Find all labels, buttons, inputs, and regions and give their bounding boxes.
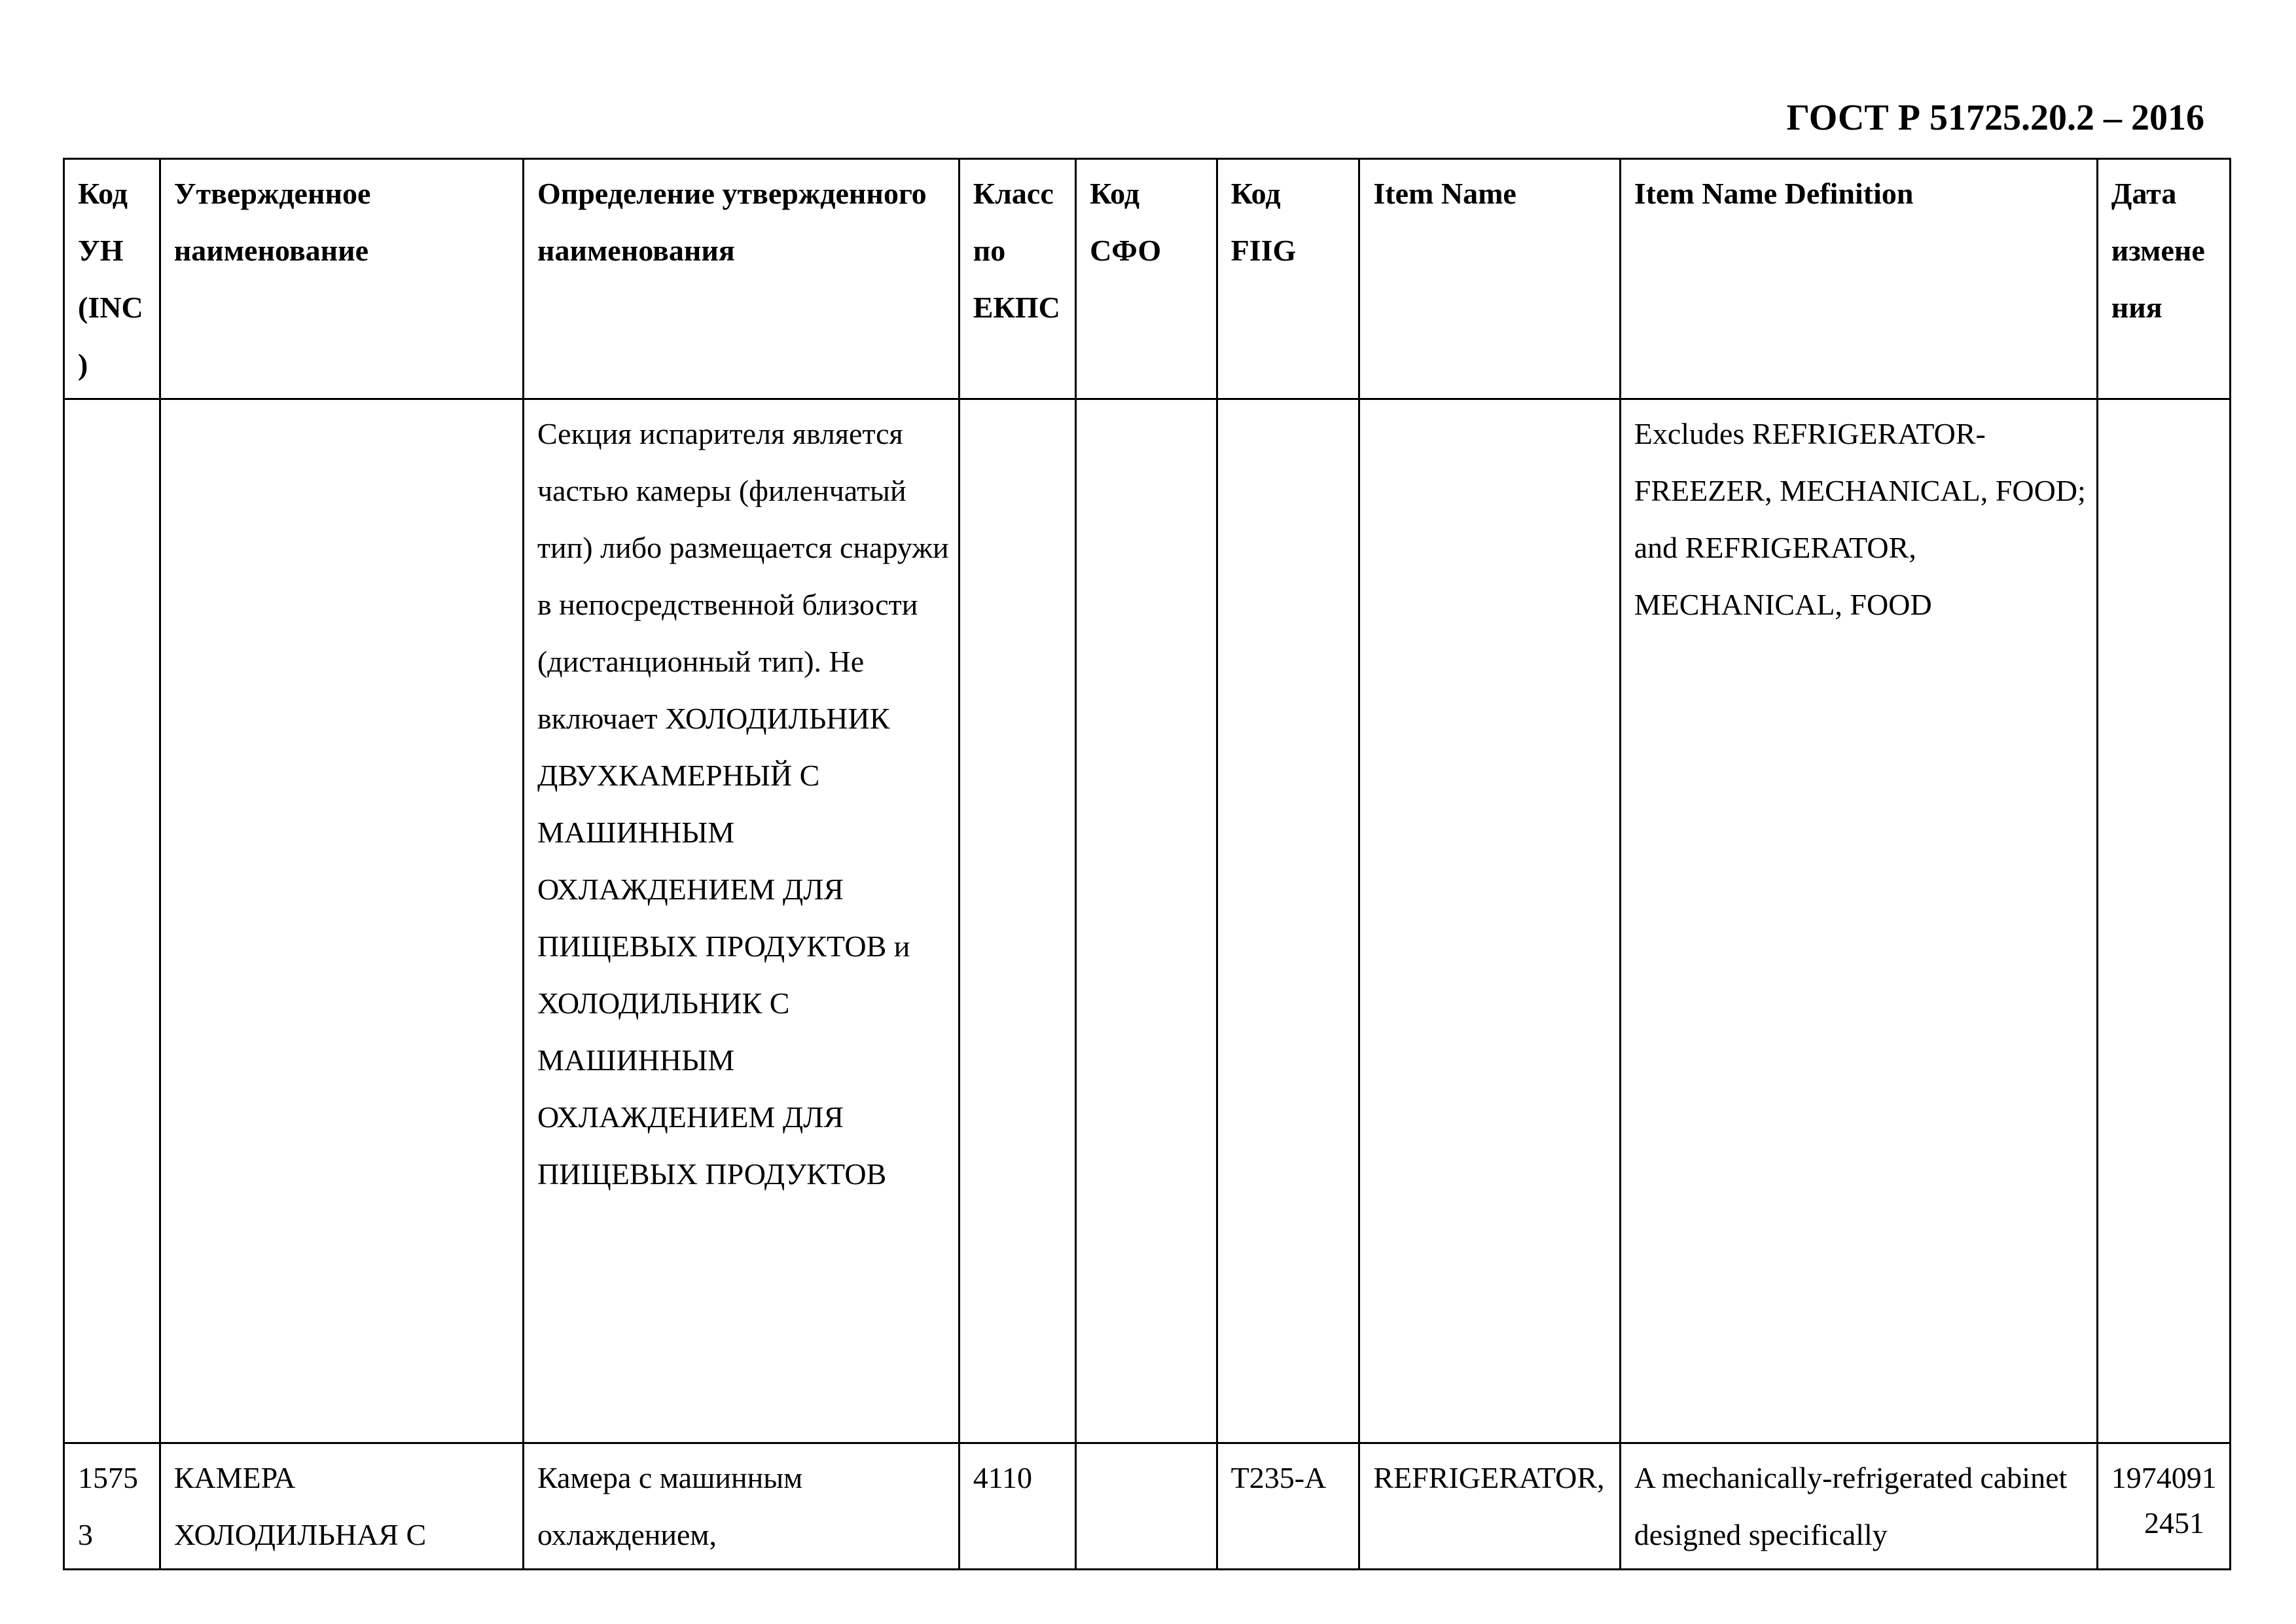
document-standard-header: ГОСТ Р 51725.20.2 – 2016 [1786, 98, 2204, 138]
table-row [64, 1443, 2231, 1570]
cell-item-name: REFRIGERATOR, [1359, 1443, 1620, 1570]
cell-approved-name [160, 399, 523, 1443]
definition-text: Секция испарителя является частью камеры (филенчатый тип) либо размещается снаружи в непосредственной близости (дистанционный тип). Не включает ХОЛОДИЛЬНИК ДВУХКАМЕРНЫЙ С МАШИННЫМ ОХЛАЖДЕНИЕМ ДЛЯ ПИЩЕВЫХ ПРОДУКТОВ и ХОЛОДИЛЬНИК С МАШИННЫМ ОХЛАЖДЕНИЕМ ДЛЯ ПИЩЕВЫХ ПРОДУКТОВ [537, 417, 949, 1191]
page-number: 2451 [2144, 1506, 2204, 1540]
cell-item-name-definition [1620, 399, 2097, 1443]
table-row [64, 399, 2231, 1443]
cell-definition: Камера с машинным охлаждением, [523, 1443, 959, 1570]
cell-fiig [1217, 399, 1359, 1443]
cell-item-name-definition: A mechanically-refrigerated cabinet designed specifically [1620, 1443, 2097, 1570]
table-header-row [64, 159, 2231, 399]
cell-change-date: 1974091 [2097, 1443, 2230, 1570]
column-header-item-name-definition: Item Name Definition [1620, 159, 2097, 399]
column-header-item-name: Item Name [1359, 159, 1620, 399]
cell-inc: 15753 [64, 1443, 160, 1570]
column-header-definition: Определение утвержденного наименования [523, 159, 959, 399]
cell-approved-name: КАМЕРА ХОЛОДИЛЬНАЯ С [160, 1443, 523, 1570]
column-header-approved-name: Утвержденное наименование [160, 159, 523, 399]
cell-change-date [2097, 399, 2230, 1443]
cell-class [959, 399, 1075, 1443]
column-header-fiig: Код FIIG [1217, 159, 1359, 399]
column-header-sfo: Код СФО [1076, 159, 1217, 399]
column-header-class: Класс по ЕКПС [959, 159, 1075, 399]
cell-item-name [1359, 399, 1620, 1443]
column-header-inc: Код УН (INC) [64, 159, 160, 399]
item-definition-text: Excludes REFRIGERATOR-FREEZER, MECHANICAL, FOOD; and REFRIGERATOR, MECHANICAL, FOOD [1634, 417, 2086, 621]
cell-sfo [1076, 399, 1217, 1443]
column-header-change-date: Дата изменения [2097, 159, 2230, 399]
cell-definition [523, 399, 959, 1443]
nomenclature-table [63, 158, 2231, 1570]
cell-fiig: T235-A [1217, 1443, 1359, 1570]
cell-sfo [1076, 1443, 1217, 1570]
cell-class: 4110 [959, 1443, 1075, 1570]
cell-inc [64, 399, 160, 1443]
